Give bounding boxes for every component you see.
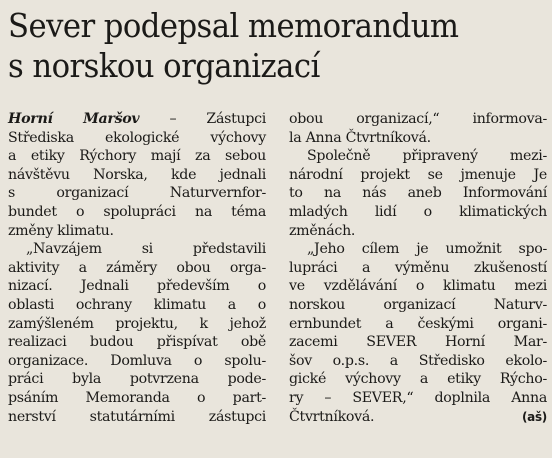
body-line: organizace. Domluva o spolu- [8, 352, 266, 369]
body-line: a etiky Rýchory mají za sebou [8, 148, 266, 165]
body-line: návštěvu Norska, kde jednali [8, 166, 266, 183]
headline-line-1: Sever podepsal memorandum [8, 6, 459, 45]
body-text: – Zástupci [139, 111, 266, 127]
body-line: zamýšleném projektu, k jehož [8, 315, 266, 332]
headline-line-2: s norskou organizací [8, 46, 320, 85]
body-line: la Anna Čtvrtníková. [289, 129, 431, 146]
body-line: Střediska ekologické výchovy [8, 129, 266, 146]
body-line [8, 110, 266, 129]
body-line: to na nás aneb Informování [289, 185, 547, 202]
dateline: Horní Maršov [8, 111, 140, 127]
body-line: Společně připravený mezi- [307, 148, 547, 165]
body-line: nerství statutárními zástupci [8, 408, 266, 425]
body-line: norskou organizací Naturv- [289, 296, 547, 313]
body-line: ve vzdělávání o klimatu mezi [289, 278, 547, 295]
body-line: bundet o spolupráci na téma [8, 203, 266, 220]
body-line: „Jeho cílem je umožnit spo- [307, 241, 547, 258]
body-line: šov o.p.s. a Středisko ekolo- [289, 352, 547, 369]
body-line: oblasti ochrany klimatu a o [8, 296, 266, 313]
body-line: změnách. [289, 222, 356, 239]
body-line: mladých lidí o klimatických [289, 203, 547, 220]
body-line: lupráci a výměnu zkušeností [289, 259, 547, 276]
body-line: ernbundet a českými organi- [289, 315, 547, 332]
body-line: „Navzájem si představili [26, 241, 266, 258]
body-line: aktivity a záměry obou orga- [8, 259, 266, 276]
body-line: zacemi SEVER Horní Mar- [289, 334, 547, 351]
body-line: národní projekt se jmenuje Je [289, 166, 547, 183]
body-line: obou organizací,“ informova- [289, 111, 547, 127]
body-line: změny klimatu. [8, 222, 114, 239]
body-line: ry – SEVER,“ doplnila Anna [289, 389, 547, 406]
author-signature: (aš) [521, 409, 547, 424]
body-line: nizací. Jednali především o [8, 278, 266, 295]
body-line: gické výchovy a etiky Rýcho- [289, 371, 547, 388]
body-line [289, 408, 547, 427]
body-line: práci byla potvrzena pode- [8, 371, 266, 388]
body-line: psáním Memoranda o part- [8, 389, 266, 406]
body-text: Čtvrtníková. [289, 408, 375, 425]
left-column [8, 110, 266, 426]
right-column [289, 110, 547, 426]
body-line: s organizací Naturvernfor- [8, 185, 266, 202]
headline [8, 6, 510, 86]
body-line: realizaci budou přispívat obě [8, 334, 266, 351]
